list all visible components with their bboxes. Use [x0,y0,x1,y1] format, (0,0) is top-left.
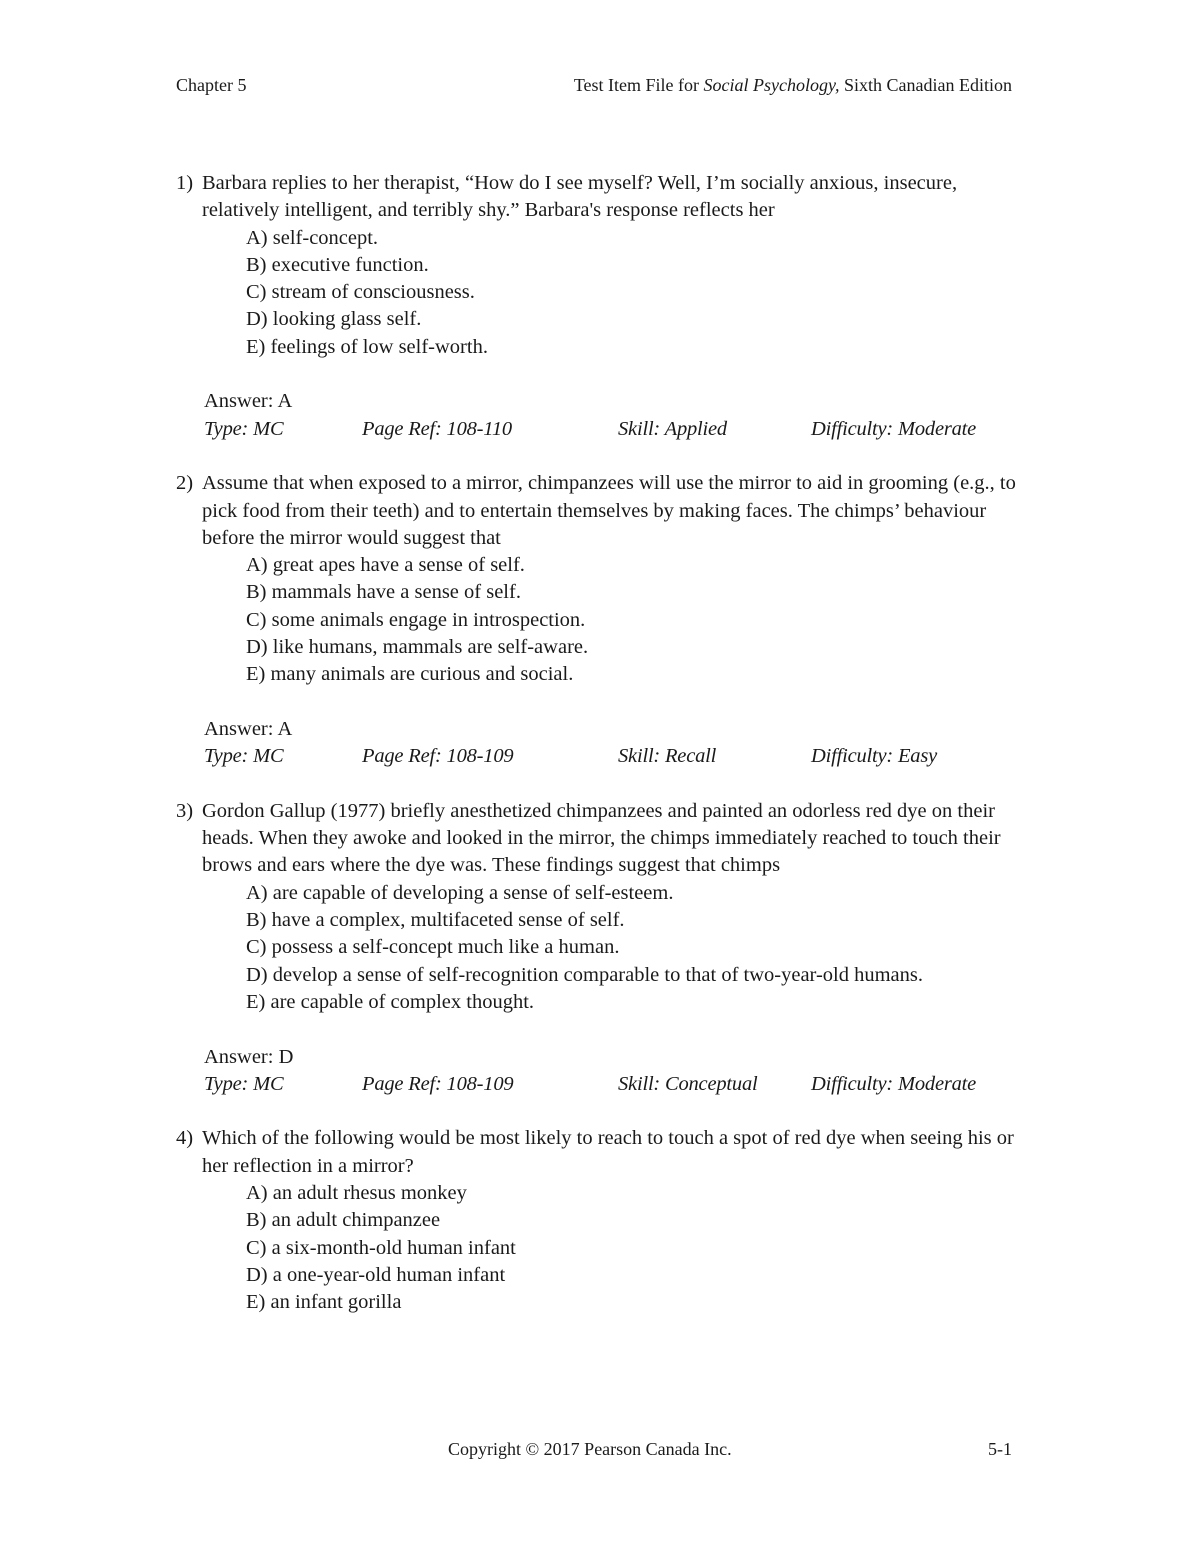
title-suffix: Sixth Canadian Edition [839,75,1012,95]
question-stem [176,1125,1026,1180]
answer-options [176,880,1026,1016]
question-number: 1) [176,172,194,194]
difficulty-level: Difficulty: Moderate [811,417,977,440]
question-3 [176,798,1026,1098]
answer-block [176,1044,1026,1099]
question-type: Type: MC [204,745,284,768]
question-text: Gordon Gallup (1977) briefly anesthetized chimpanzees and painted an odorless red dye on their heads. When they awoke and looked in the mirror, the chimps immediately reached to touch their brows and ears where the dye was. These findings suggest that chimps [202,799,1001,877]
answer-key: Answer: D [204,1045,294,1068]
question-text: Assume that when exposed to a mirror, chimpanzees will use the mirror to aid in grooming (e.g., to pick food from their teeth) and to entertain themselves by making faces. The chimps’ behaviour before the mirror would suggest that [202,472,1016,549]
option-d: D) develop a sense of self-recognition comparable to that of two-year-old humans. [246,963,924,986]
option-c: C) a six-month-old human infant [246,1236,516,1259]
option-d: D) a one-year-old human infant [246,1263,506,1286]
copyright-notice: Copyright © 2017 Pearson Canada Inc. [448,1439,732,1459]
answer-options [176,552,1026,688]
question-type: Type: MC [204,417,284,440]
question-text: Barbara replies to her therapist, “How do I see myself? Well, I’m socially anxious, insecure, relatively intelligent, and terribly shy.” Barbara's response reflects her [202,172,958,222]
question-4 [176,1125,1026,1316]
page-footer [176,1436,1012,1462]
skill-level: Skill: Applied [618,417,727,440]
question-metadata [204,1071,1026,1098]
answer-options [176,1180,1026,1316]
question-metadata [204,416,1026,443]
question-number: 4) [176,1127,194,1150]
option-d: D) looking glass self. [246,308,422,331]
page-reference: Page Ref: 108-110 [362,417,512,440]
question-text: Which of the following would be most likely to reach to touch a spot of red dye when seeing his or her reflection in a mirror? [202,1127,1014,1177]
chapter-label: Chapter 5 [176,75,247,95]
question-1 [176,170,1026,443]
page-reference: Page Ref: 108-109 [362,1072,514,1095]
question-stem [176,798,1026,880]
option-a: A) great apes have a sense of self. [246,554,525,577]
page-reference: Page Ref: 108-109 [362,745,514,768]
difficulty-level: Difficulty: Moderate [811,1072,977,1095]
difficulty-level: Difficulty: Easy [811,745,938,768]
option-e: E) an infant gorilla [246,1291,402,1314]
answer-options [176,225,1026,361]
answer-block [176,388,1026,443]
answer-block [176,716,1026,771]
option-a: A) are capable of developing a sense of self-esteem. [246,881,674,904]
option-b: B) have a complex, multifaceted sense of self. [246,909,625,932]
option-c: C) some animals engage in introspection. [246,608,586,631]
option-b: B) executive function. [246,253,429,276]
option-e: E) feelings of low self-worth. [246,335,488,358]
question-2 [176,470,1026,770]
document-title [574,72,1012,98]
option-b: B) mammals have a sense of self. [246,581,521,604]
answer-key: Answer: A [204,717,293,740]
question-metadata [204,743,1026,770]
question-stem [176,170,1026,225]
option-c: C) possess a self-concept much like a human. [246,936,620,959]
option-a: A) self-concept. [246,226,379,249]
question-number: 2) [176,472,194,495]
question-number: 3) [176,799,194,822]
book-title: Social Psychology, [703,75,840,95]
title-prefix: Test Item File for [573,75,704,95]
option-a: A) an adult rhesus monkey [246,1181,467,1204]
question-list [176,170,1026,1316]
answer-key: Answer: A [204,390,293,413]
option-d: D) like humans, mammals are self-aware. [246,636,589,659]
option-e: E) many animals are curious and social. [246,663,574,686]
question-stem [176,470,1026,552]
option-b: B) an adult chimpanzee [246,1209,441,1232]
page-number: 5-1 [988,1439,1012,1459]
option-e: E) are capable of complex thought. [246,990,535,1013]
skill-level: Skill: Conceptual [618,1072,758,1095]
question-type: Type: MC [204,1072,284,1095]
page-header [176,72,1012,98]
option-c: C) stream of consciousness. [246,281,475,304]
skill-level: Skill: Recall [618,745,717,768]
